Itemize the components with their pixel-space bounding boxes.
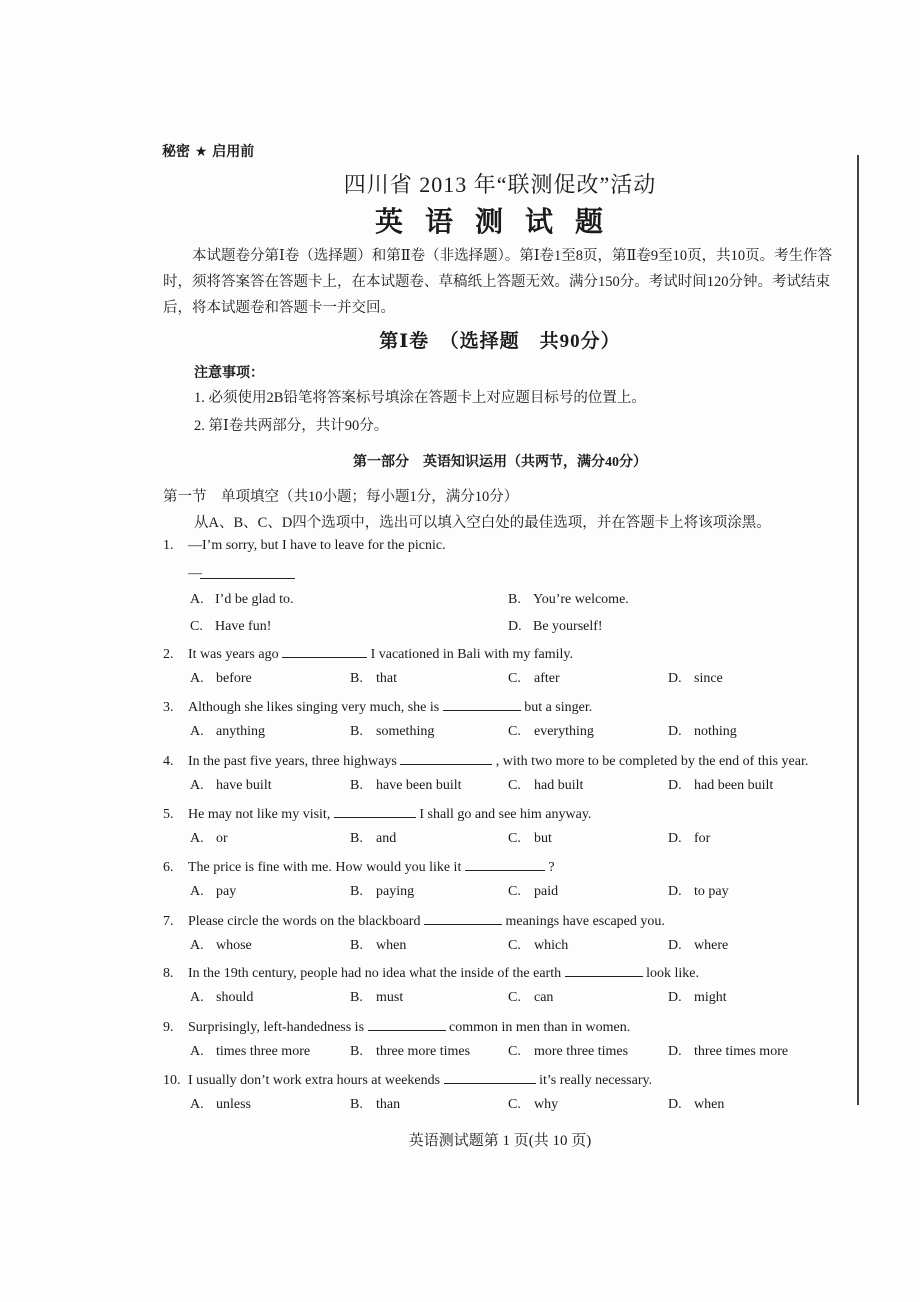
question-text-before: Please circle the words on the blackboard xyxy=(188,914,421,929)
option-letter: D. xyxy=(668,990,682,1005)
option-letter: C. xyxy=(508,831,521,846)
section-title: 第一节 单项填空（共10小题；每小题1分，满分10分） xyxy=(163,489,519,505)
confidential-label: 秘密 ★ 启用前 xyxy=(162,144,255,160)
question-number: 10. xyxy=(163,1073,181,1088)
answer-option[interactable] xyxy=(668,884,729,900)
option-text: than xyxy=(376,1097,401,1112)
option-text: three more times xyxy=(376,1044,471,1059)
question-stem xyxy=(163,752,808,770)
option-text: should xyxy=(216,990,254,1005)
answer-option[interactable] xyxy=(350,1044,470,1060)
question-stem xyxy=(163,645,573,663)
question-text-after: it’s really necessary. xyxy=(539,1073,653,1088)
option-letter: D. xyxy=(668,778,682,793)
question-text-after: but a singer. xyxy=(524,700,593,715)
option-letter: A. xyxy=(190,938,204,953)
option-text: and xyxy=(376,831,397,846)
option-text: but xyxy=(534,831,552,846)
answer-blank[interactable] xyxy=(200,566,295,579)
exam-intro: 本试题卷分第Ⅰ卷（选择题）和第Ⅱ卷（非选择题）。第Ⅰ卷1至8页，第Ⅱ卷9至10页，共10页。考生作答时，须将答案答在答题卡上，在本试题卷、草稿纸上答题无效。满分150分。考试时间120分钟。考试结束后，将本试题卷和答题卡一并交回。 xyxy=(163,248,833,316)
option-letter: B. xyxy=(350,1097,363,1112)
option-text: since xyxy=(694,671,723,686)
option-letter: A. xyxy=(190,724,204,739)
question-stem xyxy=(163,805,591,823)
question-number: 7. xyxy=(163,914,174,929)
option-text: I’d be glad to. xyxy=(215,592,294,607)
option-letter: C. xyxy=(508,778,521,793)
option-text: to pay xyxy=(694,884,729,899)
answer-option[interactable] xyxy=(508,724,594,740)
option-letter: C. xyxy=(508,1097,521,1112)
answer-option[interactable] xyxy=(508,671,560,687)
section-instruction: 从A、B、C、D四个选项中，选出可以填入空白处的最佳选项，并在答题卡上将该项涂黑。 xyxy=(194,515,771,531)
answer-option[interactable] xyxy=(350,831,396,847)
notice-item: 2. 第Ⅰ卷共两部分，共计90分。 xyxy=(194,418,389,434)
option-letter: B. xyxy=(350,884,363,899)
question-text-before: I usually don’t work extra hours at weekends xyxy=(188,1073,441,1088)
option-text: had built xyxy=(534,778,584,793)
exam-title: 英语测试题 xyxy=(374,207,625,238)
answer-blank[interactable] xyxy=(282,645,367,658)
option-letter: A. xyxy=(190,831,204,846)
answer-option[interactable] xyxy=(508,938,568,954)
option-text: something xyxy=(376,724,435,739)
option-letter: C. xyxy=(508,938,521,953)
answer-option[interactable] xyxy=(668,831,710,847)
question-text-after: common in men than in women. xyxy=(449,1020,631,1035)
option-letter: A. xyxy=(190,1097,204,1112)
option-text: before xyxy=(216,671,252,686)
option-text: whose xyxy=(216,938,252,953)
option-text: might xyxy=(694,990,727,1005)
question-number: 4. xyxy=(163,754,174,769)
answer-blank[interactable] xyxy=(400,752,492,765)
question-stem xyxy=(163,1071,652,1089)
question-text-after: I shall go and see him anyway. xyxy=(419,807,592,822)
question-text-after: ? xyxy=(548,860,555,875)
answer-option[interactable] xyxy=(350,990,403,1006)
answer-option[interactable] xyxy=(668,938,728,954)
option-letter: C. xyxy=(508,724,521,739)
option-text: nothing xyxy=(694,724,737,739)
answer-option[interactable] xyxy=(350,938,406,954)
option-letter: C. xyxy=(508,884,521,899)
answer-option[interactable] xyxy=(350,884,414,900)
answer-option[interactable] xyxy=(668,671,723,687)
option-text: Have fun! xyxy=(215,619,272,634)
option-letter: D. xyxy=(668,831,682,846)
answer-option[interactable] xyxy=(668,724,737,740)
question-text-before: —I’m sorry, but I have to leave for the picnic. xyxy=(188,538,446,553)
answer-option[interactable] xyxy=(190,1097,251,1113)
option-text: times three more xyxy=(216,1044,311,1059)
option-letter: B. xyxy=(350,831,363,846)
page-footer: 英语测试题第 1 页(共 10 页) xyxy=(408,1133,592,1149)
answer-option[interactable] xyxy=(508,831,552,847)
answer-option[interactable] xyxy=(190,990,253,1006)
answer-option[interactable] xyxy=(190,1044,310,1060)
option-letter: B. xyxy=(350,938,363,953)
question-text-before: Although she likes singing very much, she is xyxy=(188,700,440,715)
option-text: when xyxy=(376,938,407,953)
answer-option[interactable] xyxy=(350,724,434,740)
answer-option[interactable] xyxy=(668,990,727,1006)
option-text: have built xyxy=(216,778,272,793)
option-text: have been built xyxy=(376,778,462,793)
question-stem xyxy=(163,538,446,554)
answer-option[interactable] xyxy=(668,1044,788,1060)
answer-option[interactable] xyxy=(668,778,773,794)
question-number: 5. xyxy=(163,807,174,822)
option-letter: D. xyxy=(668,938,682,953)
option-letter: D. xyxy=(668,671,682,686)
question-text-after: , with two more to be completed by the end of this year. xyxy=(495,754,809,769)
option-letter: B. xyxy=(350,990,363,1005)
option-letter: B. xyxy=(350,1044,363,1059)
answer-option[interactable] xyxy=(190,592,294,608)
notice-item: 1. 必须使用2B铅笔将答案标号填涂在答题卡上对应题目标号的位置上。 xyxy=(194,390,646,406)
answer-option[interactable] xyxy=(190,671,252,687)
question-text-before: In the 19th century, people had no idea what the inside of the earth xyxy=(188,966,562,981)
option-letter: B. xyxy=(350,724,363,739)
answer-option[interactable] xyxy=(190,884,236,900)
option-text: can xyxy=(534,990,554,1005)
option-letter: B. xyxy=(350,778,363,793)
answer-option[interactable] xyxy=(508,619,603,635)
option-text: where xyxy=(694,938,729,953)
option-letter: D. xyxy=(508,619,522,634)
answer-option[interactable] xyxy=(508,1097,558,1113)
option-text: that xyxy=(376,671,397,686)
option-letter: A. xyxy=(190,778,204,793)
question-number: 9. xyxy=(163,1020,174,1035)
volume-title: 第Ⅰ卷 （选择题 共90分） xyxy=(379,331,621,352)
option-letter: C. xyxy=(508,990,521,1005)
question-text-before: It was years ago xyxy=(188,647,279,662)
answer-option[interactable] xyxy=(190,831,228,847)
option-text: for xyxy=(694,831,711,846)
answer-option[interactable] xyxy=(190,938,252,954)
question-text-after: I vacationed in Bali with my family. xyxy=(370,647,574,662)
question-text-before: Surprisingly, left-handedness is xyxy=(188,1020,365,1035)
option-text: paid xyxy=(534,884,559,899)
option-text: three times more xyxy=(694,1044,789,1059)
option-letter: D. xyxy=(668,884,682,899)
option-letter: A. xyxy=(190,1044,204,1059)
option-text: or xyxy=(216,831,228,846)
question-stem xyxy=(163,1018,630,1036)
option-letter: C. xyxy=(508,671,521,686)
option-letter: B. xyxy=(350,671,363,686)
question-stem xyxy=(163,858,555,876)
option-letter: B. xyxy=(508,592,521,607)
question-number: 3. xyxy=(163,700,174,715)
question-number: 8. xyxy=(163,966,174,981)
question-text-before: He may not like my visit, xyxy=(188,807,331,822)
answer-blank[interactable] xyxy=(368,1018,446,1031)
answer-blank[interactable] xyxy=(443,698,521,711)
answer-blank[interactable] xyxy=(424,912,502,925)
answer-option[interactable] xyxy=(668,1097,724,1113)
answer-option[interactable] xyxy=(190,778,272,794)
question-text-after: look like. xyxy=(646,966,699,981)
option-text: anything xyxy=(216,724,265,739)
option-text: which xyxy=(534,938,569,953)
option-text: Be yourself! xyxy=(533,619,603,634)
question-number: 1. xyxy=(163,538,174,553)
option-letter: A. xyxy=(190,671,204,686)
question-number: 2. xyxy=(163,647,174,662)
question-number: 6. xyxy=(163,860,174,875)
answer-option[interactable] xyxy=(508,1044,628,1060)
answer-option[interactable] xyxy=(350,671,397,687)
option-letter: A. xyxy=(190,884,204,899)
answer-option[interactable] xyxy=(350,778,462,794)
dialog-reply: — xyxy=(188,566,202,581)
option-letter: D. xyxy=(668,724,682,739)
option-letter: D. xyxy=(668,1097,682,1112)
option-text: You’re welcome. xyxy=(533,592,629,607)
option-letter: D. xyxy=(668,1044,682,1059)
option-letter: A. xyxy=(190,592,204,607)
answer-option[interactable] xyxy=(508,884,558,900)
question-text-before: In the past five years, three highways xyxy=(188,754,397,769)
option-letter: C. xyxy=(190,619,203,634)
answer-option[interactable] xyxy=(508,990,553,1006)
answer-blank[interactable] xyxy=(444,1071,536,1084)
option-text: everything xyxy=(534,724,594,739)
part-title: 第一部分 英语知识运用（共两节，满分40分） xyxy=(353,455,647,470)
question-stem xyxy=(163,912,665,930)
answer-option[interactable] xyxy=(190,619,271,635)
answer-option[interactable] xyxy=(508,778,583,794)
option-text: after xyxy=(534,671,560,686)
option-text: pay xyxy=(216,884,237,899)
question-stem xyxy=(163,698,592,716)
margin-line xyxy=(857,155,859,1105)
option-letter: C. xyxy=(508,1044,521,1059)
option-text: more three times xyxy=(534,1044,629,1059)
answer-option[interactable] xyxy=(190,724,265,740)
option-text: when xyxy=(694,1097,725,1112)
question-text-after: meanings have escaped you. xyxy=(505,914,665,929)
option-text: had been built xyxy=(694,778,774,793)
notice-label: 注意事项： xyxy=(194,366,264,381)
option-letter: A. xyxy=(190,990,204,1005)
answer-blank[interactable] xyxy=(565,964,643,977)
answer-option[interactable] xyxy=(350,1097,400,1113)
question-text-before: The price is fine with me. How would you like it xyxy=(188,860,462,875)
option-text: paying xyxy=(376,884,415,899)
answer-option[interactable] xyxy=(508,592,629,608)
answer-blank[interactable] xyxy=(465,858,545,871)
option-text: unless xyxy=(216,1097,251,1112)
question-stem xyxy=(163,964,699,982)
option-text: must xyxy=(376,990,404,1005)
exam-subtitle: 四川省 2013 年“联测促改”活动 xyxy=(343,172,657,197)
option-text: why xyxy=(534,1097,559,1112)
answer-blank[interactable] xyxy=(334,805,416,818)
